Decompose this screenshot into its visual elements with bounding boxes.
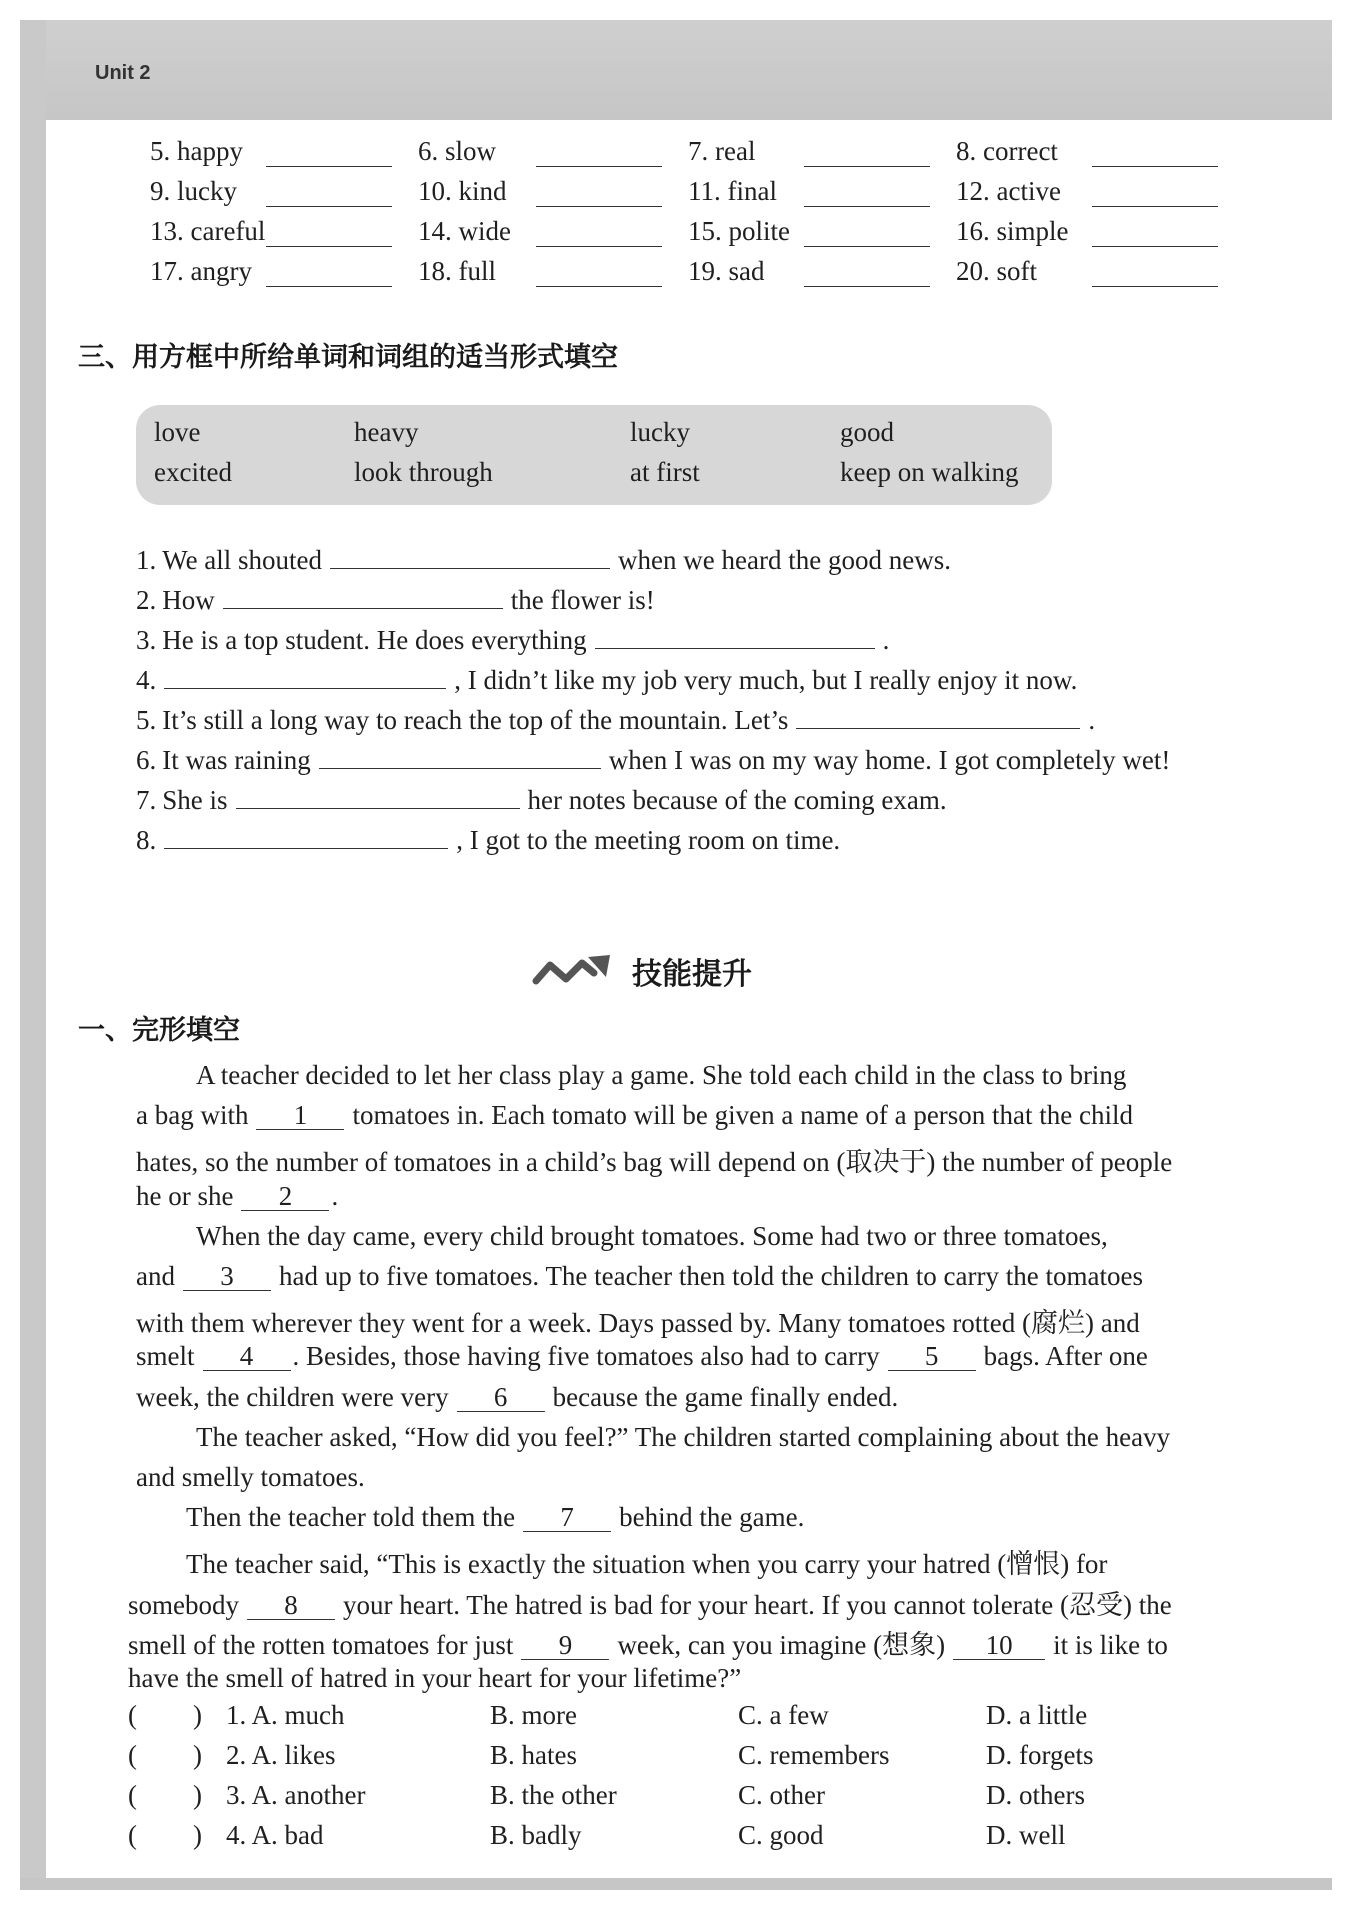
- answer-blank[interactable]: [595, 628, 875, 649]
- sentence-text: He is a top student. He does everything: [162, 625, 587, 655]
- sentence: [136, 585, 655, 616]
- answer-paren-close: ): [193, 1780, 202, 1810]
- word-box-item: good: [840, 417, 894, 447]
- sentence: [136, 705, 1095, 736]
- passage-text: The teacher asked, “How did you feel?” The children started complaining about the heavy: [196, 1422, 1171, 1452]
- answer-blank[interactable]: [266, 184, 392, 207]
- answer-blank[interactable]: [266, 264, 392, 287]
- option-b[interactable]: B. hates: [490, 1740, 577, 1770]
- passage-line: [136, 1301, 1140, 1340]
- passage-text: smelt: [136, 1341, 195, 1371]
- passage-text: When the day came, every child brought tomatoes. Some had two or three tomatoes,: [196, 1221, 1108, 1251]
- cloze-blank[interactable]: 2: [241, 1182, 329, 1211]
- adjective-word: 17. angry: [150, 256, 252, 286]
- option-a[interactable]: 3. A. another: [226, 1780, 366, 1810]
- section-3-title: 三、用方框中所给单词和词组的适当形式填空: [78, 342, 618, 373]
- passage-text: hates, so the number of tomatoes in a child’s bag will depend on (取决于) the number of people: [136, 1147, 1173, 1177]
- cloze-blank[interactable]: 4: [203, 1342, 291, 1371]
- passage-text: The teacher said, “This is exactly the situation when you carry your hatred (憎恨) for: [186, 1549, 1108, 1579]
- sentence-text: It’s still a long way to reach the top of the mountain. Let’s: [162, 705, 789, 735]
- passage-text: smell of the rotten tomatoes for just: [128, 1630, 514, 1660]
- passage-line: [136, 1100, 1133, 1131]
- answer-paren-open[interactable]: (: [128, 1700, 137, 1730]
- passage-text: Then the teacher told them the: [186, 1502, 516, 1532]
- cloze-blank[interactable]: 3: [183, 1262, 271, 1291]
- adjective-word: 9. lucky: [150, 176, 237, 206]
- option-b[interactable]: B. more: [490, 1700, 577, 1730]
- answer-blank[interactable]: [536, 224, 662, 247]
- sentence-text: her notes because of the coming exam.: [527, 785, 947, 815]
- option-b[interactable]: B. badly: [490, 1820, 582, 1850]
- option-d[interactable]: D. forgets: [986, 1740, 1094, 1770]
- sentence-text: when I was on my way home. I got completely wet!: [608, 745, 1171, 775]
- answer-paren-close: ): [193, 1700, 202, 1730]
- cloze-blank[interactable]: 5: [888, 1342, 976, 1371]
- passage-line: [196, 1221, 1108, 1252]
- answer-blank[interactable]: [804, 184, 930, 207]
- passage-text: . Besides, those having five tomatoes also had to carry: [292, 1341, 880, 1371]
- passage-text: your heart. The hatred is bad for your heart. If you cannot tolerate (忍受) the: [343, 1590, 1172, 1620]
- passage-line: [136, 1140, 1172, 1179]
- passage-text: have the smell of hatred in your heart for your lifetime?”: [128, 1663, 742, 1693]
- answer-blank[interactable]: [804, 224, 930, 247]
- answer-paren-close: ): [193, 1820, 202, 1850]
- cloze-blank[interactable]: 8: [247, 1591, 335, 1620]
- sentence-text: We all shouted: [162, 545, 323, 575]
- passage-line: [196, 1060, 1126, 1091]
- adjective-word: 5. happy: [150, 136, 243, 166]
- option-b[interactable]: B. the other: [490, 1780, 617, 1810]
- sentence-text: She is: [162, 785, 228, 815]
- sentence-text: .: [882, 625, 890, 655]
- passage-line: [136, 1261, 1143, 1292]
- adjective-word: 14. wide: [418, 216, 511, 246]
- answer-blank[interactable]: [266, 144, 392, 167]
- skill-heading-text: 技能提升: [632, 957, 752, 992]
- answer-blank[interactable]: [796, 708, 1080, 729]
- cloze-blank[interactable]: 7: [523, 1503, 611, 1532]
- adjective-word: 6. slow: [418, 136, 497, 166]
- sentence: [136, 785, 947, 816]
- passage-text: tomatoes in. Each tomato will be given a name of a person that the child: [352, 1100, 1134, 1130]
- option-c[interactable]: C. remembers: [738, 1740, 890, 1770]
- option-d[interactable]: D. a little: [986, 1700, 1088, 1730]
- passage-line: [128, 1663, 741, 1694]
- sentence: [136, 745, 1170, 776]
- adjective-word: 10. kind: [418, 176, 507, 206]
- adjective-row: [0, 216, 1350, 250]
- passage-text: week, can you imagine (想象): [617, 1630, 946, 1660]
- sentence-text: , I got to the meeting room on time.: [456, 825, 841, 855]
- passage-text: week, the children were very: [136, 1382, 449, 1412]
- adjective-word: 18. full: [418, 256, 496, 286]
- adjective-word: 19. sad: [688, 256, 765, 286]
- answer-blank[interactable]: [536, 144, 662, 167]
- option-c[interactable]: C. a few: [738, 1700, 829, 1730]
- answer-blank[interactable]: [1092, 224, 1218, 247]
- adjective-word: 15. polite: [688, 216, 790, 246]
- sentence: [136, 665, 1077, 696]
- sentence: [136, 825, 840, 856]
- passage-text: bags. After one: [983, 1341, 1148, 1371]
- passage-text: A teacher decided to let her class play a game. She told each child in the class to bring: [196, 1060, 1127, 1090]
- unit-label: Unit 2: [95, 62, 151, 84]
- passage-text: and smelly tomatoes.: [136, 1462, 365, 1492]
- word-box-item: lucky: [630, 417, 690, 447]
- adjective-word: 20. soft: [956, 256, 1037, 286]
- sentence-number: 2.: [136, 585, 157, 615]
- option-a[interactable]: 2. A. likes: [226, 1740, 336, 1770]
- answer-blank[interactable]: [164, 828, 448, 849]
- passage-line: [186, 1542, 1107, 1581]
- sentence-number: 6.: [136, 745, 157, 775]
- question-row: [0, 1740, 1350, 1776]
- adjective-word: 11. final: [688, 176, 777, 206]
- question-row: [0, 1820, 1350, 1856]
- skill-heading: [532, 945, 832, 995]
- cloze-blank[interactable]: 1: [256, 1101, 344, 1130]
- answer-paren-close: ): [193, 1740, 202, 1770]
- word-box-item: love: [154, 417, 201, 447]
- cloze-blank[interactable]: 6: [457, 1383, 545, 1412]
- answer-paren-open[interactable]: (: [128, 1740, 137, 1770]
- answer-blank[interactable]: [1092, 144, 1218, 167]
- sentence-number: 1.: [136, 545, 157, 575]
- cloze-title: 一、完形填空: [78, 1015, 240, 1046]
- adjective-row: [0, 136, 1350, 170]
- sentence-number: 4.: [136, 665, 157, 695]
- answer-blank[interactable]: [164, 668, 446, 689]
- option-c[interactable]: C. other: [738, 1780, 825, 1810]
- passage-text: .: [331, 1181, 339, 1211]
- adjective-row: [0, 256, 1350, 290]
- sentence-number: 7.: [136, 785, 157, 815]
- adjective-word: 13. careful: [150, 216, 266, 246]
- passage-text: had up to five tomatoes. The teacher then told the children to carry the tomatoes: [278, 1261, 1143, 1291]
- answer-paren-open[interactable]: (: [128, 1780, 137, 1810]
- answer-paren-open[interactable]: (: [128, 1820, 137, 1850]
- word-box-item: at first: [630, 457, 700, 487]
- answer-blank[interactable]: [536, 184, 662, 207]
- sentence-number: 8.: [136, 825, 157, 855]
- sentence-text: It was raining: [162, 745, 311, 775]
- zigzag-arrow-icon: [532, 951, 616, 991]
- passage-text: with them wherever they went for a week. Days passed by. Many tomatoes rotted (腐烂) and: [136, 1308, 1140, 1338]
- answer-blank[interactable]: [536, 264, 662, 287]
- passage-line: [186, 1502, 804, 1533]
- answer-blank[interactable]: [236, 788, 520, 809]
- cloze-blank[interactable]: 9: [521, 1631, 609, 1660]
- sentence-text: , I didn’t like my job very much, but I really enjoy it now.: [454, 665, 1078, 695]
- option-d[interactable]: D. well: [986, 1820, 1066, 1850]
- sentence-text: the flower is!: [510, 585, 655, 615]
- passage-text: and: [136, 1261, 175, 1291]
- passage-text: somebody: [128, 1590, 239, 1620]
- adjective-word: 8. correct: [956, 136, 1058, 166]
- passage-line: [128, 1583, 1172, 1622]
- sentence: [136, 625, 889, 656]
- passage-text: because the game finally ended.: [552, 1382, 899, 1412]
- sentence: [136, 545, 951, 576]
- option-c[interactable]: C. good: [738, 1820, 824, 1850]
- option-d[interactable]: D. others: [986, 1780, 1085, 1810]
- passage-text: he or she: [136, 1181, 234, 1211]
- adjective-row: [0, 176, 1350, 210]
- passage-line: [136, 1382, 898, 1413]
- question-row: [0, 1780, 1350, 1816]
- passage-line: [136, 1462, 365, 1493]
- answer-blank[interactable]: [266, 224, 392, 247]
- word-box: [136, 405, 1052, 505]
- word-box-item: keep on walking: [840, 457, 1019, 487]
- answer-blank[interactable]: [330, 548, 610, 569]
- answer-blank[interactable]: [1092, 264, 1218, 287]
- answer-blank[interactable]: [319, 748, 601, 769]
- answer-blank[interactable]: [1092, 184, 1218, 207]
- word-box-item: look through: [354, 457, 493, 487]
- adjective-word: 12. active: [956, 176, 1061, 206]
- passage-line: [196, 1422, 1170, 1453]
- passage-text: it is like to: [1053, 1630, 1168, 1660]
- passage-text: a bag with: [136, 1100, 249, 1130]
- adjective-word: 16. simple: [956, 216, 1069, 246]
- answer-blank[interactable]: [223, 588, 503, 609]
- sentence-text: when we heard the good news.: [618, 545, 951, 575]
- passage-line: [136, 1341, 1148, 1372]
- word-box-item: excited: [154, 457, 232, 487]
- answer-blank[interactable]: [804, 264, 930, 287]
- sentence-number: 5.: [136, 705, 157, 735]
- answer-blank[interactable]: [804, 144, 930, 167]
- question-row: [0, 1700, 1350, 1736]
- option-a[interactable]: 1. A. much: [226, 1700, 345, 1730]
- sentence-number: 3.: [136, 625, 157, 655]
- passage-line: [128, 1623, 1168, 1662]
- passage-text: behind the game.: [619, 1502, 805, 1532]
- cloze-blank[interactable]: 10: [953, 1631, 1045, 1660]
- word-box-item: heavy: [354, 417, 419, 447]
- option-a[interactable]: 4. A. bad: [226, 1820, 324, 1850]
- sentence-text: How: [162, 585, 215, 615]
- sentence-text: .: [1088, 705, 1096, 735]
- passage-line: [136, 1181, 338, 1212]
- adjective-word: 7. real: [688, 136, 756, 166]
